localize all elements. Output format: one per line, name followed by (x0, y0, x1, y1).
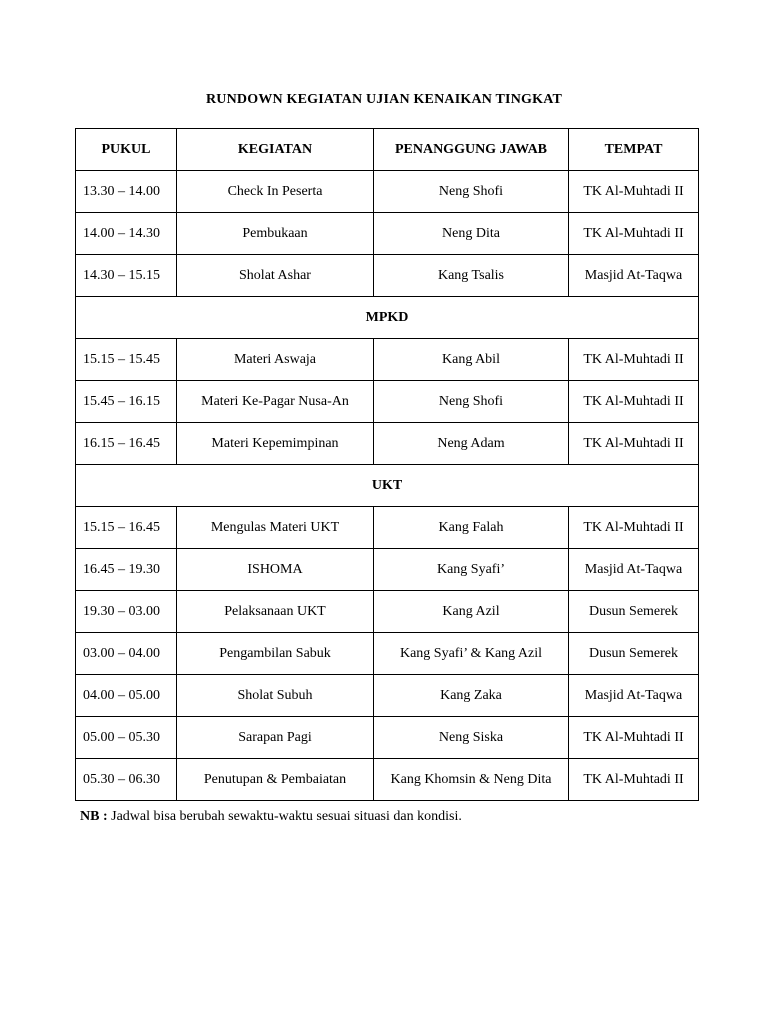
column-header-activity: KEGIATAN (177, 129, 374, 171)
activity-cell: Pengambilan Sabuk (177, 633, 374, 675)
time-cell: 03.00 – 04.00 (76, 633, 177, 675)
person-in-charge-cell: Kang Azil (374, 591, 569, 633)
place-cell: TK Al-Muhtadi II (569, 717, 699, 759)
column-header-time: PUKUL (76, 129, 177, 171)
section-label: MPKD (76, 297, 699, 339)
section-row (76, 465, 699, 507)
activity-cell: Pembukaan (177, 213, 374, 255)
time-cell: 16.15 – 16.45 (76, 423, 177, 465)
place-cell: Masjid At-Taqwa (569, 675, 699, 717)
place-cell: TK Al-Muhtadi II (569, 381, 699, 423)
table-row (76, 381, 699, 423)
schedule-table (75, 128, 699, 801)
time-cell: 05.30 – 06.30 (76, 759, 177, 801)
section-row (76, 297, 699, 339)
footnote-text: Jadwal bisa berubah sewaktu-waktu sesuai situasi dan kondisi. (107, 809, 462, 824)
activity-cell: Sholat Subuh (177, 675, 374, 717)
activity-cell: Sarapan Pagi (177, 717, 374, 759)
person-in-charge-cell: Neng Adam (374, 423, 569, 465)
table-row (76, 255, 699, 297)
person-in-charge-cell: Kang Abil (374, 339, 569, 381)
place-cell: TK Al-Muhtadi II (569, 507, 699, 549)
time-cell: 04.00 – 05.00 (76, 675, 177, 717)
place-cell: TK Al-Muhtadi II (569, 213, 699, 255)
schedule-body (76, 171, 699, 801)
person-in-charge-cell: Kang Syafi’ (374, 549, 569, 591)
time-cell: 16.45 – 19.30 (76, 549, 177, 591)
activity-cell: Mengulas Materi UKT (177, 507, 374, 549)
table-row (76, 507, 699, 549)
person-in-charge-cell: Neng Siska (374, 717, 569, 759)
activity-cell: Materi Ke-Pagar Nusa-An (177, 381, 374, 423)
document-title: RUNDOWN KEGIATAN UJIAN KENAIKAN TINGKAT (205, 92, 563, 107)
activity-cell: ISHOMA (177, 549, 374, 591)
time-cell: 15.15 – 16.45 (76, 507, 177, 549)
table-row (76, 717, 699, 759)
activity-cell: Pelaksanaan UKT (177, 591, 374, 633)
table-row (76, 591, 699, 633)
place-cell: Masjid At-Taqwa (569, 255, 699, 297)
column-header-place: TEMPAT (569, 129, 699, 171)
place-cell: TK Al-Muhtadi II (569, 759, 699, 801)
footnote (80, 809, 462, 825)
person-in-charge-cell: Kang Zaka (374, 675, 569, 717)
place-cell: TK Al-Muhtadi II (569, 171, 699, 213)
table-row (76, 213, 699, 255)
time-cell: 15.45 – 16.15 (76, 381, 177, 423)
table-row (76, 549, 699, 591)
table-header-row (76, 129, 699, 171)
table-row (76, 675, 699, 717)
place-cell: TK Al-Muhtadi II (569, 423, 699, 465)
time-cell: 14.30 – 15.15 (76, 255, 177, 297)
activity-cell: Materi Aswaja (177, 339, 374, 381)
activity-cell: Penutupan & Pembaiatan (177, 759, 374, 801)
place-cell: Masjid At-Taqwa (569, 549, 699, 591)
time-cell: 15.15 – 15.45 (76, 339, 177, 381)
activity-cell: Materi Kepemimpinan (177, 423, 374, 465)
place-cell: TK Al-Muhtadi II (569, 339, 699, 381)
person-in-charge-cell: Kang Tsalis (374, 255, 569, 297)
person-in-charge-cell: Kang Falah (374, 507, 569, 549)
place-cell: Dusun Semerek (569, 591, 699, 633)
person-in-charge-cell: Neng Shofi (374, 171, 569, 213)
column-header-person-in-charge: PENANGGUNG JAWAB (374, 129, 569, 171)
table-row (76, 759, 699, 801)
person-in-charge-cell: Kang Syafi’ & Kang Azil (374, 633, 569, 675)
time-cell: 14.00 – 14.30 (76, 213, 177, 255)
table-row (76, 633, 699, 675)
place-cell: Dusun Semerek (569, 633, 699, 675)
person-in-charge-cell: Neng Shofi (374, 381, 569, 423)
table-row (76, 171, 699, 213)
table-row (76, 339, 699, 381)
time-cell: 13.30 – 14.00 (76, 171, 177, 213)
activity-cell: Check In Peserta (177, 171, 374, 213)
time-cell: 05.00 – 05.30 (76, 717, 177, 759)
activity-cell: Sholat Ashar (177, 255, 374, 297)
time-cell: 19.30 – 03.00 (76, 591, 177, 633)
table-row (76, 423, 699, 465)
section-label: UKT (76, 465, 699, 507)
person-in-charge-cell: Kang Khomsin & Neng Dita (374, 759, 569, 801)
footnote-label: NB : (80, 809, 108, 824)
person-in-charge-cell: Neng Dita (374, 213, 569, 255)
